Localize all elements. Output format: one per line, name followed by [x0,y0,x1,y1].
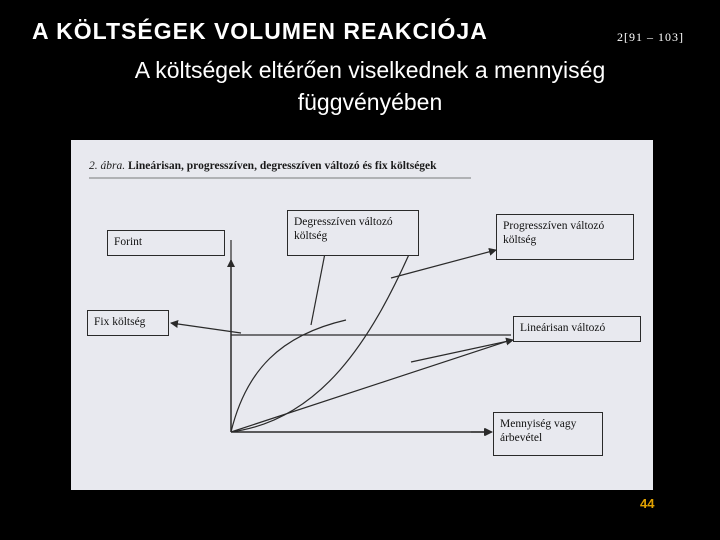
page-number: 44 [640,496,655,511]
cost-behaviour-figure [71,140,653,490]
forint-box: Forint [107,230,225,256]
title-reference: 2[91 – 103] [617,30,684,44]
figure-caption-number: 2. ábra. [89,160,126,172]
degressive-cost-curve [231,320,346,432]
degressive-cost-box: Degresszíven változó költség [287,210,419,256]
figure-caption-text: Lineárisan, progresszíven, degresszíven változó és fix költségek [127,160,437,172]
arrow-to-linear [411,340,513,362]
arrow-to-degressive [311,248,326,325]
slide-title: A KÖLTSÉGEK VOLUMEN REAKCIÓJA [32,18,488,44]
fixed-cost-box: Fix költség [87,310,169,336]
linear-cost-line [231,340,511,432]
figure-caption [89,160,437,172]
progressive-cost-curve [231,250,411,432]
linear-cost-box: Lineárisan változó [513,316,641,342]
quantity-box: Mennyiség vagy árbevétel [493,412,603,456]
progressive-cost-box: Progresszíven változó költség [496,214,634,260]
slide-subtitle: A költségek eltérően viselkednek a mennyiség függvényében [134,57,606,115]
